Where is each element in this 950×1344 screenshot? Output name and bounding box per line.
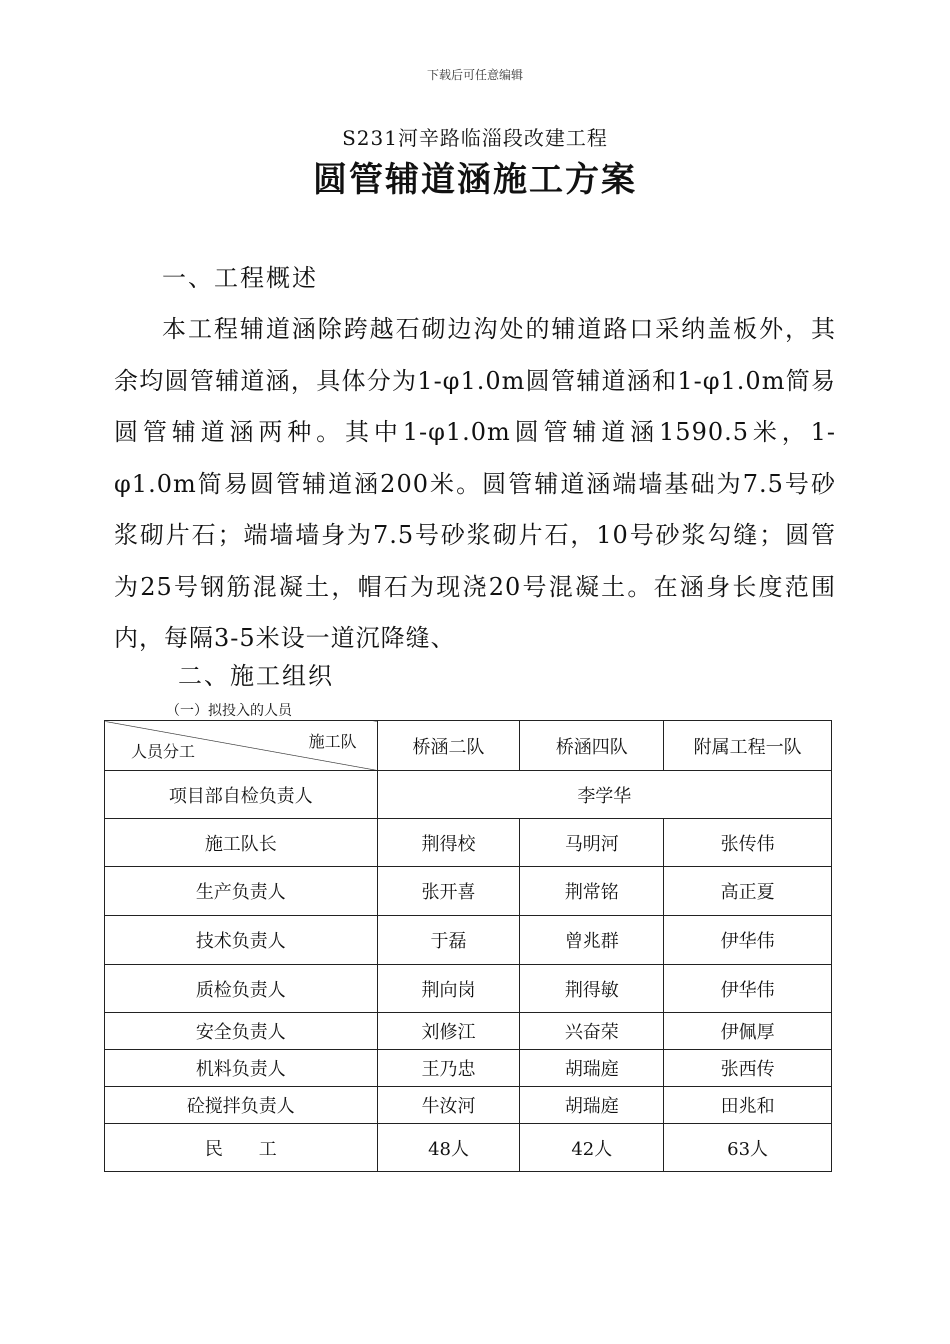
- value-cell: 曾兆群: [520, 916, 664, 965]
- value-cell: 张传伟: [664, 819, 832, 867]
- value-cell: 伊佩厚: [664, 1013, 832, 1050]
- corner-bottom-label: 人员分工: [131, 742, 196, 761]
- role-cell: 机料负责人: [105, 1050, 378, 1087]
- value-cell: 王乃忠: [377, 1050, 520, 1087]
- value-cell: 牛汝河: [377, 1087, 520, 1124]
- value-cell: 胡瑞庭: [520, 1050, 664, 1087]
- role-cell: 施工队长: [105, 819, 378, 867]
- role-cell: 民 工: [105, 1124, 378, 1172]
- value-cell: 张开喜: [377, 867, 520, 916]
- value-cell: 田兆和: [664, 1087, 832, 1124]
- table-row: [105, 771, 832, 819]
- document-subtitle: S231河辛路临淄段改建工程: [342, 126, 608, 150]
- role-cell: 生产负责人: [105, 867, 378, 916]
- table-row: [105, 1050, 832, 1087]
- value-cell: 48人: [377, 1124, 520, 1172]
- value-cell: 高正夏: [664, 867, 832, 916]
- value-cell: 胡瑞庭: [520, 1087, 664, 1124]
- section-heading-organization: 二、施工组织: [178, 662, 334, 690]
- value-cell: 63人: [664, 1124, 832, 1172]
- value-cell: 马明河: [520, 819, 664, 867]
- table-header-row: [105, 721, 832, 771]
- value-cell: 荆向岗: [377, 965, 520, 1013]
- table-row: [105, 1087, 832, 1124]
- table-row: [105, 1124, 832, 1172]
- table-row: [105, 965, 832, 1013]
- value-cell: 伊华伟: [664, 916, 832, 965]
- header-note: 下载后可任意编辑: [426, 68, 523, 82]
- team-header: 桥涵二队: [377, 721, 520, 771]
- document-title: 圆管辅道涵施工方案: [313, 160, 637, 200]
- table-row: [105, 1013, 832, 1050]
- value-cell: 荆得敏: [520, 965, 664, 1013]
- value-cell: 荆常铭: [520, 867, 664, 916]
- value-cell: 荆得校: [377, 819, 520, 867]
- table-row: [105, 916, 832, 965]
- role-cell: 质检负责人: [105, 965, 378, 1013]
- team-header: 附属工程一队: [664, 721, 832, 771]
- overview-paragraph: 本工程辅道涵除跨越石砌边沟处的辅道路口采纳盖板外，其余均圆管辅道涵，具体分为1-φ1.0m圆管辅道涵和1-φ1.0m简易圆管辅道涵两种。其中1-φ1.0m圆管辅道涵1590.5米，1-φ1.0m简易圆管辅道涵200米。圆管辅道涵端墙基础为7.5号砂浆砌片石；端墙墙身为7.5号砂浆砌片石，10号砂浆勾缝；圆管为25号钢筋混凝土，帽石为现浇20号混凝土。在涵身长度范围内，每隔3-5米设一道沉降缝、: [114, 315, 836, 652]
- personnel-table: [104, 720, 832, 1172]
- team-header: 桥涵四队: [520, 721, 664, 771]
- table-row: [105, 819, 832, 867]
- value-cell: 刘修江: [377, 1013, 520, 1050]
- value-cell: 42人: [520, 1124, 664, 1172]
- value-cell: 兴奋荣: [520, 1013, 664, 1050]
- role-cell: 项目部自检负责人: [105, 771, 378, 819]
- section-heading-overview: 一、工程概述: [162, 264, 318, 292]
- table-row: [105, 867, 832, 916]
- role-cell: 砼搅拌负责人: [105, 1087, 378, 1124]
- value-cell: 张西传: [664, 1050, 832, 1087]
- role-cell: 技术负责人: [105, 916, 378, 965]
- corner-header-cell: [105, 721, 378, 771]
- role-cell: 安全负责人: [105, 1013, 378, 1050]
- corner-top-label: 施工队: [308, 732, 357, 751]
- inspector-name-cell: 李学华: [377, 771, 831, 819]
- value-cell: 伊华伟: [664, 965, 832, 1013]
- value-cell: 于磊: [377, 916, 520, 965]
- personnel-caption: （一）拟投入的人员: [166, 703, 292, 719]
